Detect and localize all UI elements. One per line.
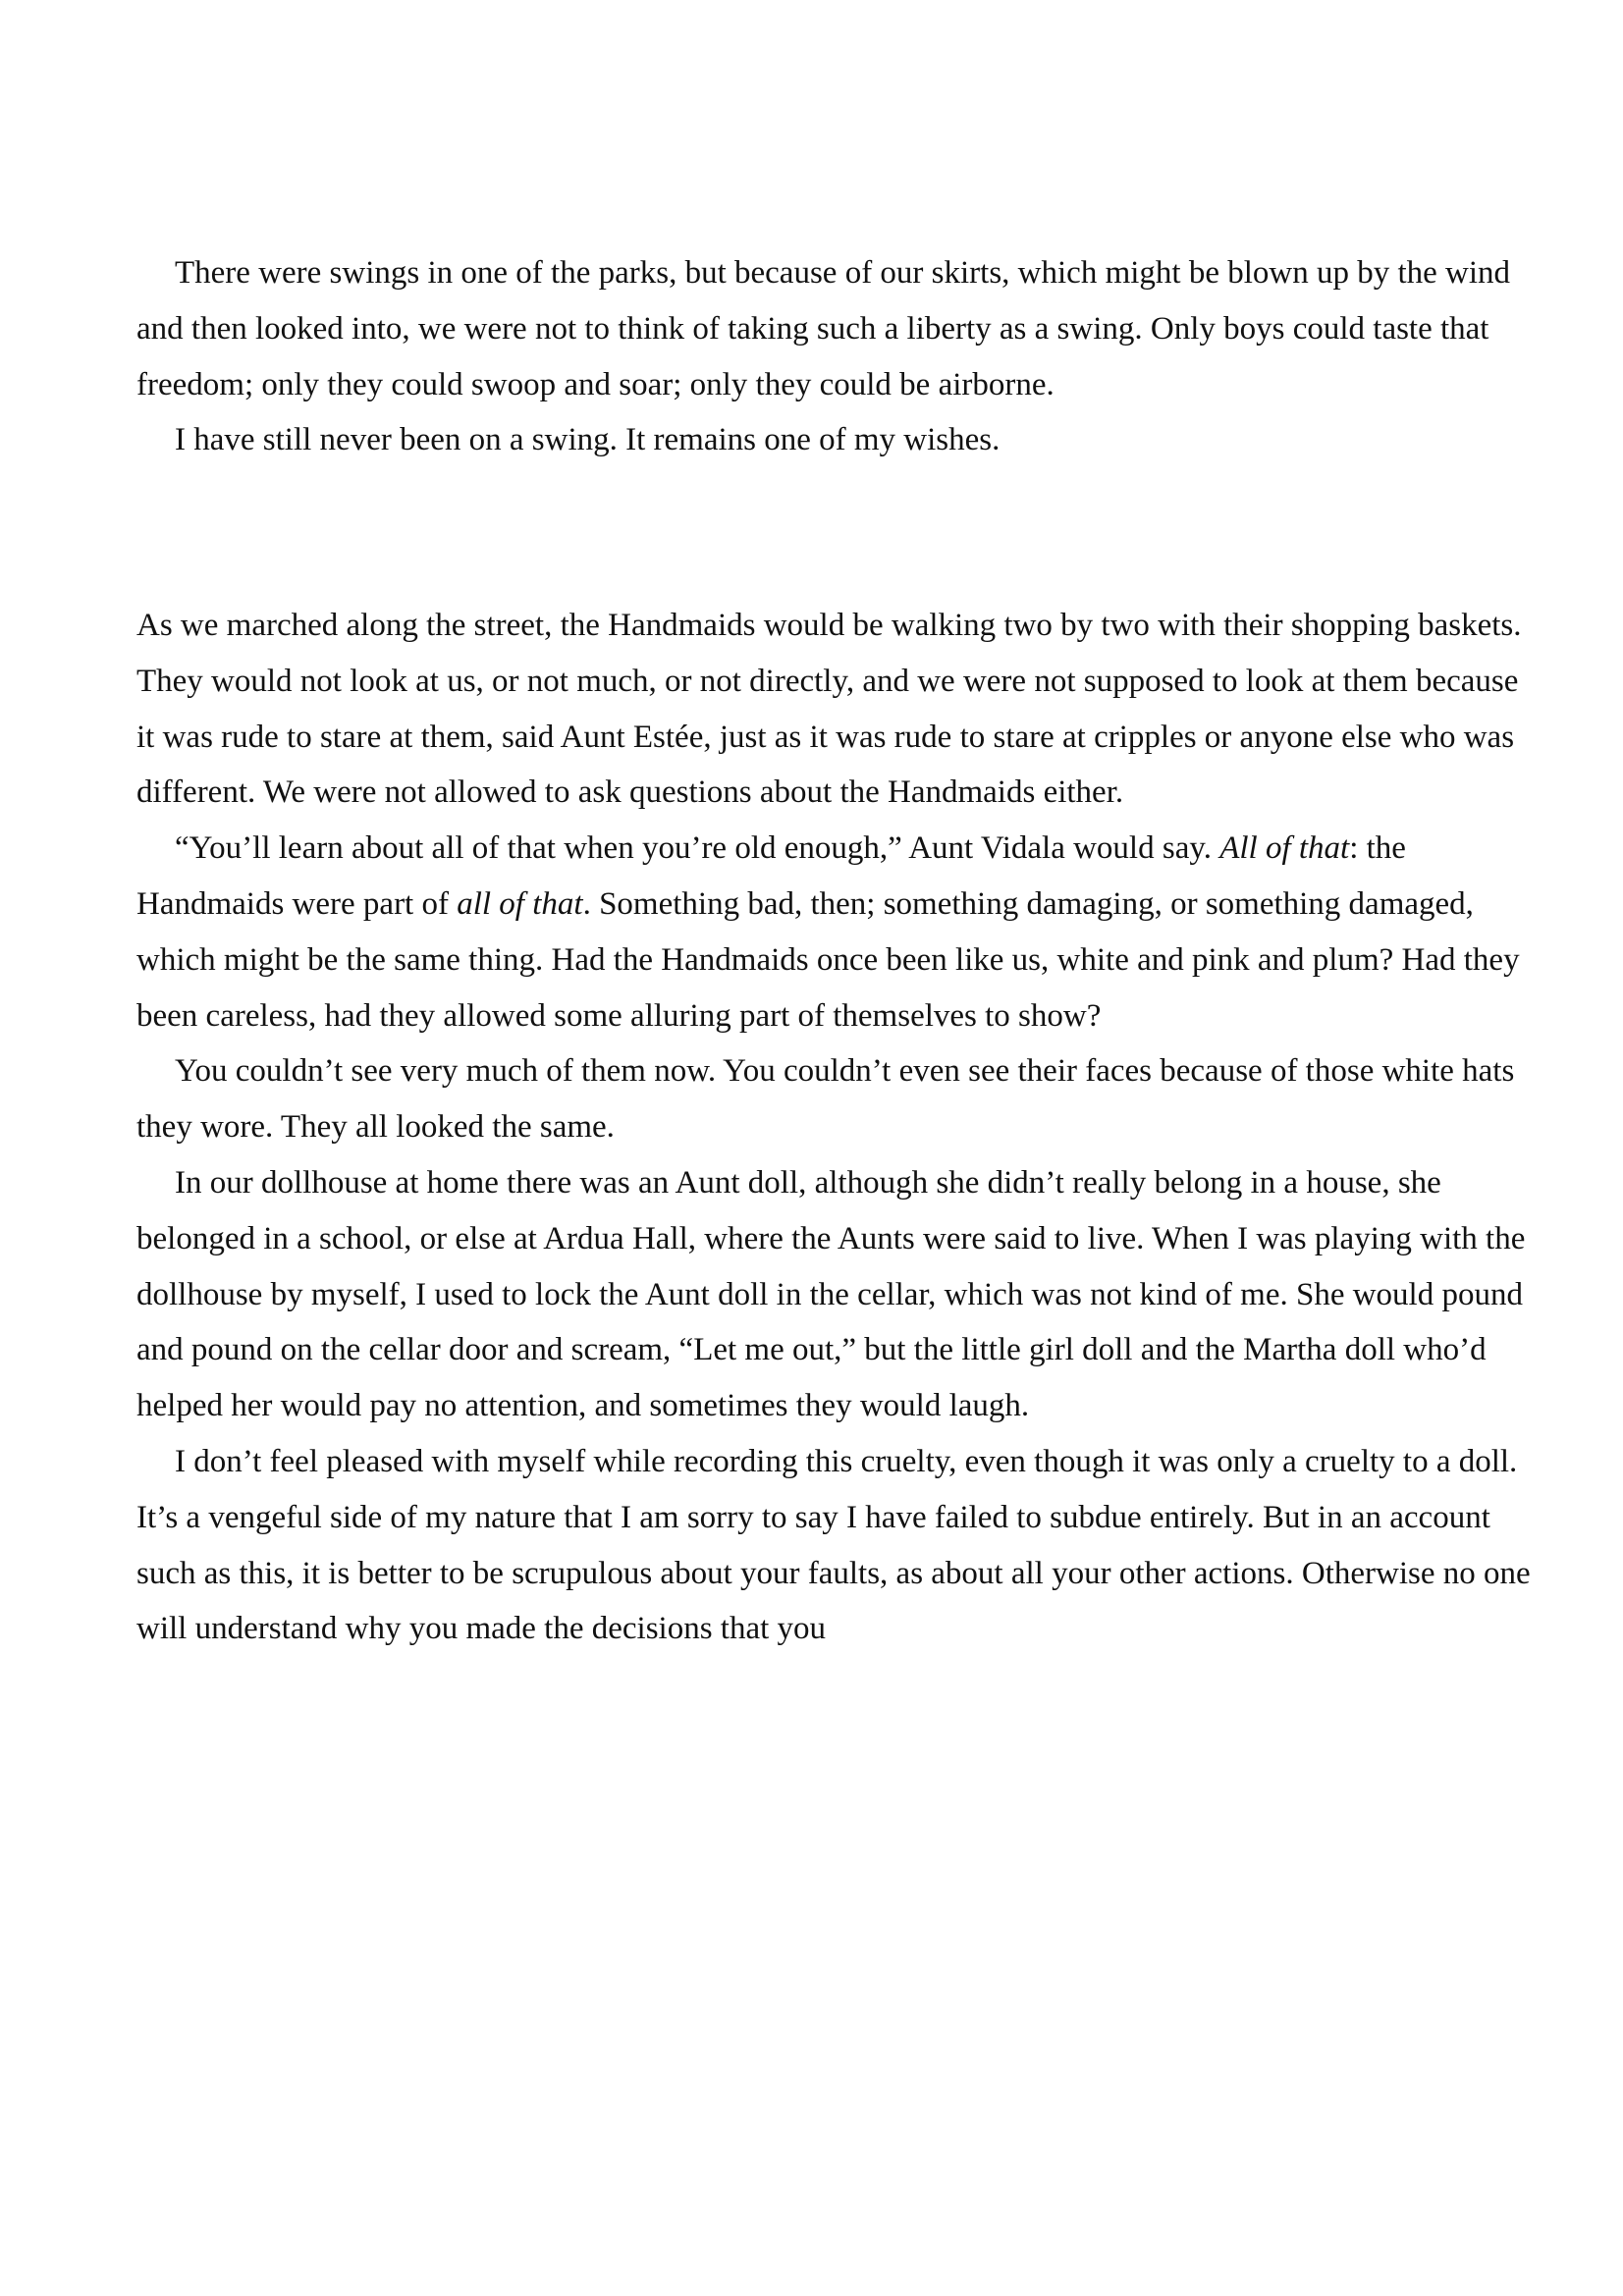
italic-phrase: all of that [457,885,583,922]
italic-phrase: All of that [1219,830,1350,867]
paragraph-dollhouse: In our dollhouse at home there was an Aunt doll, although she didn’t really belong in a house, she belonged in a school, or else at Ardua Hall, where the Aunts were said to live. When I was playing with the dollhouse by myself, I used to lock the Aunt doll in the cellar, which was not kind of me. She would pound and pound on the cellar door and scream, “Let me out,” but the little girl doll and the Martha doll who’d helped her would pay no attention, and sometimes they would laugh. [136,1164,1526,1424]
paragraph-cruelty: I don’t feel pleased with myself while recording this cruelty, even though it was only a cruelty to a doll. It’s a vengeful side of my nature that I am sorry to say I have failed to subdue entirely. But in an account such as this, it is better to be scrupulous about your faults, as about all your other actions. Otherwise no one will understand why you made the decisions that you [136,1443,1531,1647]
paragraph-wishes: I have still never been on a swing. It remains one of my wishes. [175,422,1001,458]
paragraph-white-hats: You couldn’t see very much of them now. You couldn’t even see their faces because of those white hats they wore. They all looked the same. [136,1053,1515,1146]
text-run: “You’ll learn about all of that when you’re old enough,” Aunt Vidala would say. [175,830,1220,867]
text-run: . Something bad, then; something damaging, or something damaged, which might be the same thing. Had the Handmaids once been like us, white and pink and plum? Had they been careless, had they allowed some alluring part of themselves to show? [136,885,1520,1034]
paragraph-all-of-that [136,821,1541,1043]
text-run: : the Handmaids were part of [136,830,1406,922]
section-handmaids [136,598,1541,1657]
paragraph-handmaids-street: As we marched along the street, the Handmaids would be walking two by two with their shopping baskets. They would not look at us, or not much, or not directly, and we were not supposed to look at them because it was rude to stare at them, said Aunt Estée, just as it was rude to stare at cripples or anyone else who was different. We were not allowed to ask questions about the Handmaids either. [136,608,1522,811]
section-swings [136,245,1541,468]
paragraph-swings: There were swings in one of the parks, but because of our skirts, which might be blown up by the wind and then looked into, we were not to think of taking such a liberty as a swing. Only boys could taste that freedom; only they could swoop and soar; only they could be airborne. [136,255,1511,402]
